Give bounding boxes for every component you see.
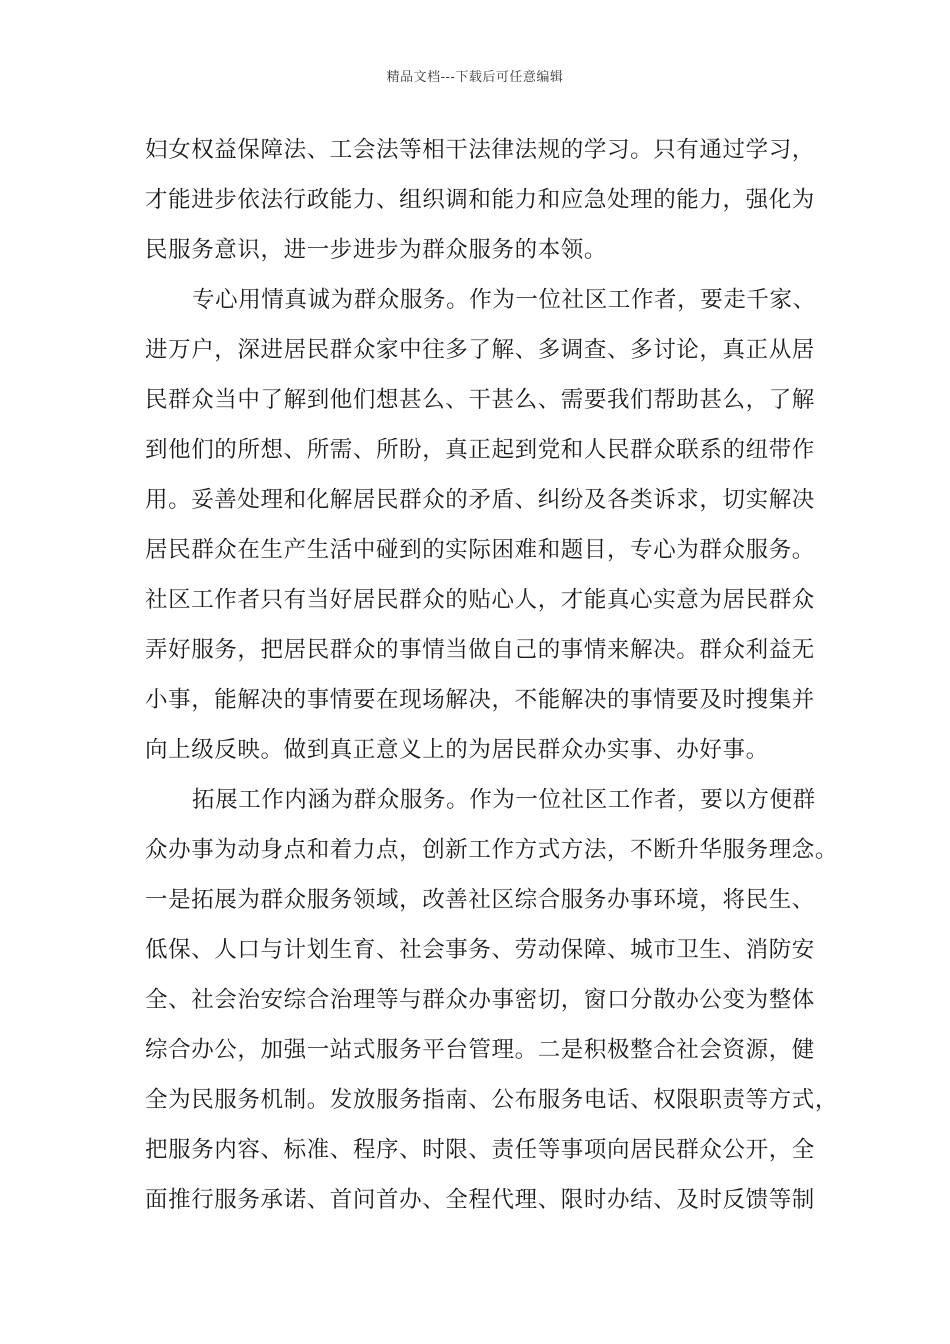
text-line: 居民群众在生产生活中碰到的实际困难和题目，专心为群众服务。 xyxy=(145,537,815,563)
text-line: 小事，能解决的事情要在现场解决，不能解决的事情要及时搜集并 xyxy=(145,687,815,713)
paragraph-first-line: 专心用情真诚为群众服务。作为一位社区工作者，要走千家、 xyxy=(192,287,816,313)
text-line: 全为民服务机制。发放服务指南、公布服务电话、权限职责等方式， xyxy=(145,1087,839,1113)
text-line: 社区工作者只有当好居民群众的贴心人，才能真心实意为居民群众 xyxy=(145,587,815,613)
text-line: 向上级反映。做到真正意义上的为居民群众办实事、办好事。 xyxy=(145,737,769,763)
text-line: 进万户，深进居民群众家中往多了解、多调查、多讨论，真正从居 xyxy=(145,337,815,363)
text-line: 民服务意识，进一步进步为群众服务的本领。 xyxy=(145,237,608,263)
text-line: 把服务内容、标准、程序、时限、责任等事项向居民群众公开，全 xyxy=(145,1137,815,1163)
text-line: 才能进步依法行政能力、组织调和能力和应急处理的能力，强化为 xyxy=(145,187,815,213)
text-line: 众办事为动身点和着力点，创新工作方式方法，不断升华服务理念。 xyxy=(145,837,839,863)
text-line: 面推行服务承诺、首问首办、全程代理、限时办结、及时反馈等制 xyxy=(145,1187,815,1213)
text-line: 低保、人口与计划生育、社会事务、劳动保障、城市卫生、消防安 xyxy=(145,937,815,963)
text-line: 全、社会治安综合治理等与群众办事密切，窗口分散办公变为整体 xyxy=(145,987,815,1013)
paragraph-first-line: 拓展工作内涵为群众服务。作为一位社区工作者，要以方便群 xyxy=(192,787,816,813)
text-line: 民群众当中了解到他们想甚么、干甚么、需要我们帮助甚么，了解 xyxy=(145,387,815,413)
text-line: 到他们的所想、所需、所盼，真正起到党和人民群众联系的纽带作 xyxy=(145,437,815,463)
page-header: 精品文档---下载后可任意编辑 xyxy=(386,70,564,85)
text-line: 弄好服务，把居民群众的事情当做自己的事情来解决。群众利益无 xyxy=(145,637,815,663)
text-line: 综合办公，加强一站式服务平台管理。二是积极整合社会资源，健 xyxy=(145,1037,815,1063)
text-line: 用。妥善处理和化解居民群众的矛盾、纠纷及各类诉求，切实解决 xyxy=(145,487,815,513)
text-line: 一是拓展为群众服务领域，改善社区综合服务办事环境，将民生、 xyxy=(145,887,815,913)
text-line: 妇女权益保障法、工会法等相干法律法规的学习。只有通过学习， xyxy=(145,137,815,163)
